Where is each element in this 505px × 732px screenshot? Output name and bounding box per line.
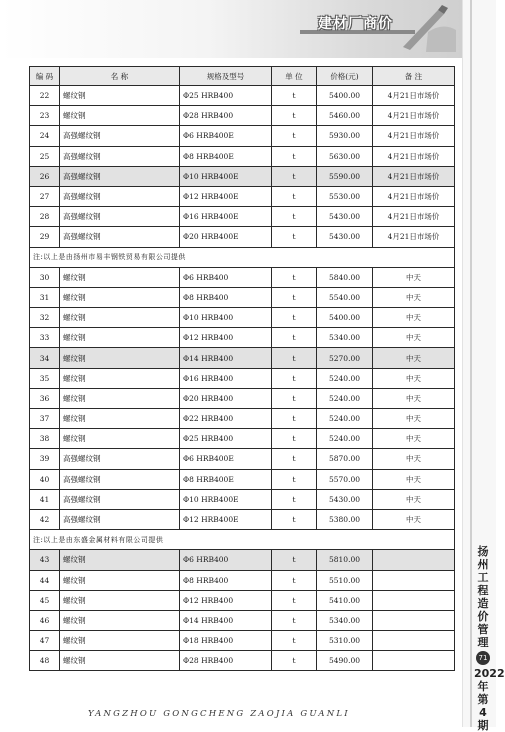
cell-price: 5460.00 <box>317 106 373 126</box>
cell-unit: t <box>272 166 317 186</box>
cell-spec: Φ22 HRB400 <box>180 409 272 429</box>
cell-unit: t <box>272 348 317 368</box>
cell-remark: 中天 <box>373 469 455 489</box>
cell-spec: Φ16 HRB400E <box>180 207 272 227</box>
cell-unit: t <box>272 328 317 348</box>
cell-code: 23 <box>30 106 60 126</box>
table-row <box>30 449 455 469</box>
table-row <box>30 106 455 126</box>
col-header-code: 编 码 <box>30 67 60 86</box>
table-row <box>30 328 455 348</box>
table-row <box>30 227 455 247</box>
cell-name: 高强螺纹钢 <box>60 489 180 509</box>
side-rail-line <box>470 0 472 727</box>
cell-price: 5840.00 <box>317 267 373 287</box>
cell-remark: 4月21日市场价 <box>373 86 455 106</box>
cell-code: 31 <box>30 287 60 307</box>
table-row <box>30 166 455 186</box>
cell-spec: Φ12 HRB400E <box>180 186 272 206</box>
cell-code: 42 <box>30 509 60 529</box>
cell-spec: Φ10 HRB400E <box>180 489 272 509</box>
table-row <box>30 267 455 287</box>
cell-price: 5240.00 <box>317 429 373 449</box>
cell-spec: Φ8 HRB400 <box>180 570 272 590</box>
cell-name: 高强螺纹钢 <box>60 166 180 186</box>
cell-unit: t <box>272 590 317 610</box>
cell-price: 5540.00 <box>317 287 373 307</box>
cell-price: 5270.00 <box>317 348 373 368</box>
cell-price: 5310.00 <box>317 631 373 651</box>
table-row <box>30 631 455 651</box>
cell-name: 高强螺纹钢 <box>60 227 180 247</box>
cell-spec: Φ18 HRB400 <box>180 631 272 651</box>
col-header-name: 名 称 <box>60 67 180 86</box>
cell-remark: 中天 <box>373 388 455 408</box>
cell-unit: t <box>272 186 317 206</box>
cell-name: 高强螺纹钢 <box>60 126 180 146</box>
cell-price: 5430.00 <box>317 489 373 509</box>
cell-unit: t <box>272 126 317 146</box>
cell-spec: Φ10 HRB400 <box>180 308 272 328</box>
cell-price: 5410.00 <box>317 590 373 610</box>
cell-unit: t <box>272 509 317 529</box>
cell-spec: Φ6 HRB400E <box>180 449 272 469</box>
cell-name: 螺纹钢 <box>60 550 180 570</box>
cell-unit: t <box>272 267 317 287</box>
cell-price: 5240.00 <box>317 409 373 429</box>
cell-spec: Φ25 HRB400 <box>180 86 272 106</box>
cell-remark: 中天 <box>373 429 455 449</box>
cell-remark: 中天 <box>373 267 455 287</box>
cell-name: 螺纹钢 <box>60 651 180 671</box>
cell-name: 高强螺纹钢 <box>60 146 180 166</box>
pen-hand-icon <box>398 2 458 52</box>
cell-spec: Φ12 HRB400 <box>180 328 272 348</box>
cell-remark <box>373 631 455 651</box>
table-row <box>30 429 455 449</box>
cell-spec: Φ6 HRB400 <box>180 267 272 287</box>
cell-code: 33 <box>30 328 60 348</box>
table-row <box>30 186 455 206</box>
cell-code: 41 <box>30 489 60 509</box>
cell-code: 25 <box>30 146 60 166</box>
journal-sidebar <box>474 545 505 732</box>
cell-remark: 中天 <box>373 449 455 469</box>
cell-spec: Φ10 HRB400E <box>180 166 272 186</box>
cell-remark: 4月21日市场价 <box>373 207 455 227</box>
cell-spec: Φ8 HRB400E <box>180 146 272 166</box>
cell-price: 5570.00 <box>317 469 373 489</box>
cell-name: 高强螺纹钢 <box>60 469 180 489</box>
cell-unit: t <box>272 86 317 106</box>
cell-name: 高强螺纹钢 <box>60 186 180 206</box>
cell-spec: Φ20 HRB400E <box>180 227 272 247</box>
table-row <box>30 610 455 630</box>
cell-unit: t <box>272 570 317 590</box>
cell-name: 螺纹钢 <box>60 570 180 590</box>
cell-remark: 中天 <box>373 308 455 328</box>
cell-price: 5590.00 <box>317 166 373 186</box>
cell-price: 5400.00 <box>317 308 373 328</box>
cell-spec: Φ6 HRB400E <box>180 126 272 146</box>
cell-name: 螺纹钢 <box>60 388 180 408</box>
cell-spec: Φ14 HRB400 <box>180 348 272 368</box>
cell-remark: 4月21日市场价 <box>373 146 455 166</box>
cell-remark: 中天 <box>373 287 455 307</box>
cell-unit: t <box>272 287 317 307</box>
col-header-unit: 单 位 <box>272 67 317 86</box>
supplier-note-row <box>30 530 455 550</box>
cell-name: 螺纹钢 <box>60 610 180 630</box>
table-row <box>30 550 455 570</box>
cell-code: 24 <box>30 126 60 146</box>
cell-code: 28 <box>30 207 60 227</box>
cell-spec: Φ25 HRB400 <box>180 429 272 449</box>
cell-unit: t <box>272 409 317 429</box>
cell-name: 螺纹钢 <box>60 106 180 126</box>
cell-code: 39 <box>30 449 60 469</box>
table-row <box>30 126 455 146</box>
cell-code: 32 <box>30 308 60 328</box>
cell-price: 5430.00 <box>317 207 373 227</box>
cell-unit: t <box>272 651 317 671</box>
cell-name: 螺纹钢 <box>60 429 180 449</box>
table-row <box>30 570 455 590</box>
table-row <box>30 651 455 671</box>
cell-name: 高强螺纹钢 <box>60 207 180 227</box>
table-row <box>30 287 455 307</box>
cell-remark: 中天 <box>373 368 455 388</box>
cell-code: 36 <box>30 388 60 408</box>
cell-code: 35 <box>30 368 60 388</box>
cell-spec: Φ12 HRB400E <box>180 509 272 529</box>
col-header-remark: 备 注 <box>373 67 455 86</box>
cell-remark: 4月21日市场价 <box>373 126 455 146</box>
cell-code: 44 <box>30 570 60 590</box>
issue-label: 2022年第4期 <box>474 667 505 732</box>
cell-unit: t <box>272 368 317 388</box>
cell-price: 5530.00 <box>317 186 373 206</box>
cell-spec: Φ8 HRB400E <box>180 469 272 489</box>
table-row <box>30 590 455 610</box>
table-row <box>30 146 455 166</box>
cell-price: 5510.00 <box>317 570 373 590</box>
cell-price: 5340.00 <box>317 328 373 348</box>
table-row <box>30 409 455 429</box>
cell-remark: 中天 <box>373 409 455 429</box>
table-header-row <box>30 67 455 86</box>
cell-price: 5490.00 <box>317 651 373 671</box>
cell-code: 46 <box>30 610 60 630</box>
cell-remark: 中天 <box>373 348 455 368</box>
cell-code: 26 <box>30 166 60 186</box>
cell-code: 29 <box>30 227 60 247</box>
table-row <box>30 308 455 328</box>
cell-spec: Φ12 HRB400 <box>180 590 272 610</box>
cell-code: 43 <box>30 550 60 570</box>
cell-code: 27 <box>30 186 60 206</box>
cell-unit: t <box>272 146 317 166</box>
cell-unit: t <box>272 550 317 570</box>
cell-code: 40 <box>30 469 60 489</box>
supplier-note: 注:以上是由扬州市易丰钢铁贸易有限公司提供 <box>30 247 455 267</box>
table-body <box>30 86 455 671</box>
cell-remark: 中天 <box>373 328 455 348</box>
journal-footer: YANGZHOU GONGCHENG ZAOJIA GUANLI <box>88 709 350 719</box>
cell-price: 5810.00 <box>317 550 373 570</box>
cell-name: 螺纹钢 <box>60 409 180 429</box>
cell-unit: t <box>272 106 317 126</box>
cell-price: 5870.00 <box>317 449 373 469</box>
cell-remark <box>373 590 455 610</box>
cell-remark: 中天 <box>373 509 455 529</box>
cell-name: 螺纹钢 <box>60 86 180 106</box>
table-row <box>30 469 455 489</box>
cell-price: 5380.00 <box>317 509 373 529</box>
cell-code: 34 <box>30 348 60 368</box>
cell-spec: Φ16 HRB400 <box>180 368 272 388</box>
cell-spec: Φ28 HRB400 <box>180 651 272 671</box>
cell-price: 5630.00 <box>317 146 373 166</box>
cell-remark: 中天 <box>373 489 455 509</box>
cell-unit: t <box>272 489 317 509</box>
cell-code: 45 <box>30 590 60 610</box>
page-number: 71 <box>476 651 490 665</box>
price-table <box>29 66 455 671</box>
cell-remark <box>373 651 455 671</box>
cell-price: 5930.00 <box>317 126 373 146</box>
cell-name: 螺纹钢 <box>60 590 180 610</box>
cell-unit: t <box>272 429 317 449</box>
cell-code: 48 <box>30 651 60 671</box>
cell-code: 22 <box>30 86 60 106</box>
cell-name: 螺纹钢 <box>60 308 180 328</box>
cell-name: 螺纹钢 <box>60 368 180 388</box>
cell-unit: t <box>272 388 317 408</box>
cell-unit: t <box>272 631 317 651</box>
cell-unit: t <box>272 207 317 227</box>
cell-spec: Φ8 HRB400 <box>180 287 272 307</box>
table-row <box>30 348 455 368</box>
table-row <box>30 86 455 106</box>
cell-code: 30 <box>30 267 60 287</box>
cell-price: 5340.00 <box>317 610 373 630</box>
col-header-price: 价格(元) <box>317 67 373 86</box>
table-row <box>30 207 455 227</box>
cell-remark <box>373 550 455 570</box>
col-header-spec: 规格及型号 <box>180 67 272 86</box>
cell-price: 5430.00 <box>317 227 373 247</box>
cell-code: 37 <box>30 409 60 429</box>
cell-name: 螺纹钢 <box>60 328 180 348</box>
cell-name: 螺纹钢 <box>60 348 180 368</box>
cell-code: 38 <box>30 429 60 449</box>
cell-name: 高强螺纹钢 <box>60 449 180 469</box>
cell-name: 螺纹钢 <box>60 287 180 307</box>
journal-name: 扬州工程造价管理 <box>477 545 489 649</box>
table-row <box>30 489 455 509</box>
cell-unit: t <box>272 610 317 630</box>
cell-price: 5400.00 <box>317 86 373 106</box>
cell-code: 47 <box>30 631 60 651</box>
cell-price: 5240.00 <box>317 368 373 388</box>
cell-remark: 4月21日市场价 <box>373 106 455 126</box>
supplier-note-row <box>30 247 455 267</box>
cell-unit: t <box>272 469 317 489</box>
cell-spec: Φ20 HRB400 <box>180 388 272 408</box>
cell-remark: 4月21日市场价 <box>373 227 455 247</box>
cell-spec: Φ6 HRB400 <box>180 550 272 570</box>
cell-unit: t <box>272 308 317 328</box>
cell-remark: 4月21日市场价 <box>373 186 455 206</box>
cell-price: 5240.00 <box>317 388 373 408</box>
table-row <box>30 368 455 388</box>
cell-spec: Φ14 HRB400 <box>180 610 272 630</box>
table-row <box>30 388 455 408</box>
cell-name: 螺纹钢 <box>60 631 180 651</box>
cell-unit: t <box>272 449 317 469</box>
cell-remark <box>373 570 455 590</box>
table-row <box>30 509 455 529</box>
cell-name: 螺纹钢 <box>60 267 180 287</box>
section-title: 建材厂商价 <box>318 16 393 32</box>
cell-remark <box>373 610 455 630</box>
cell-remark: 4月21日市场价 <box>373 166 455 186</box>
cell-name: 高强螺纹钢 <box>60 509 180 529</box>
supplier-note: 注:以上是由东盛金属材料有限公司提供 <box>30 530 455 550</box>
cell-spec: Φ28 HRB400 <box>180 106 272 126</box>
cell-unit: t <box>272 227 317 247</box>
